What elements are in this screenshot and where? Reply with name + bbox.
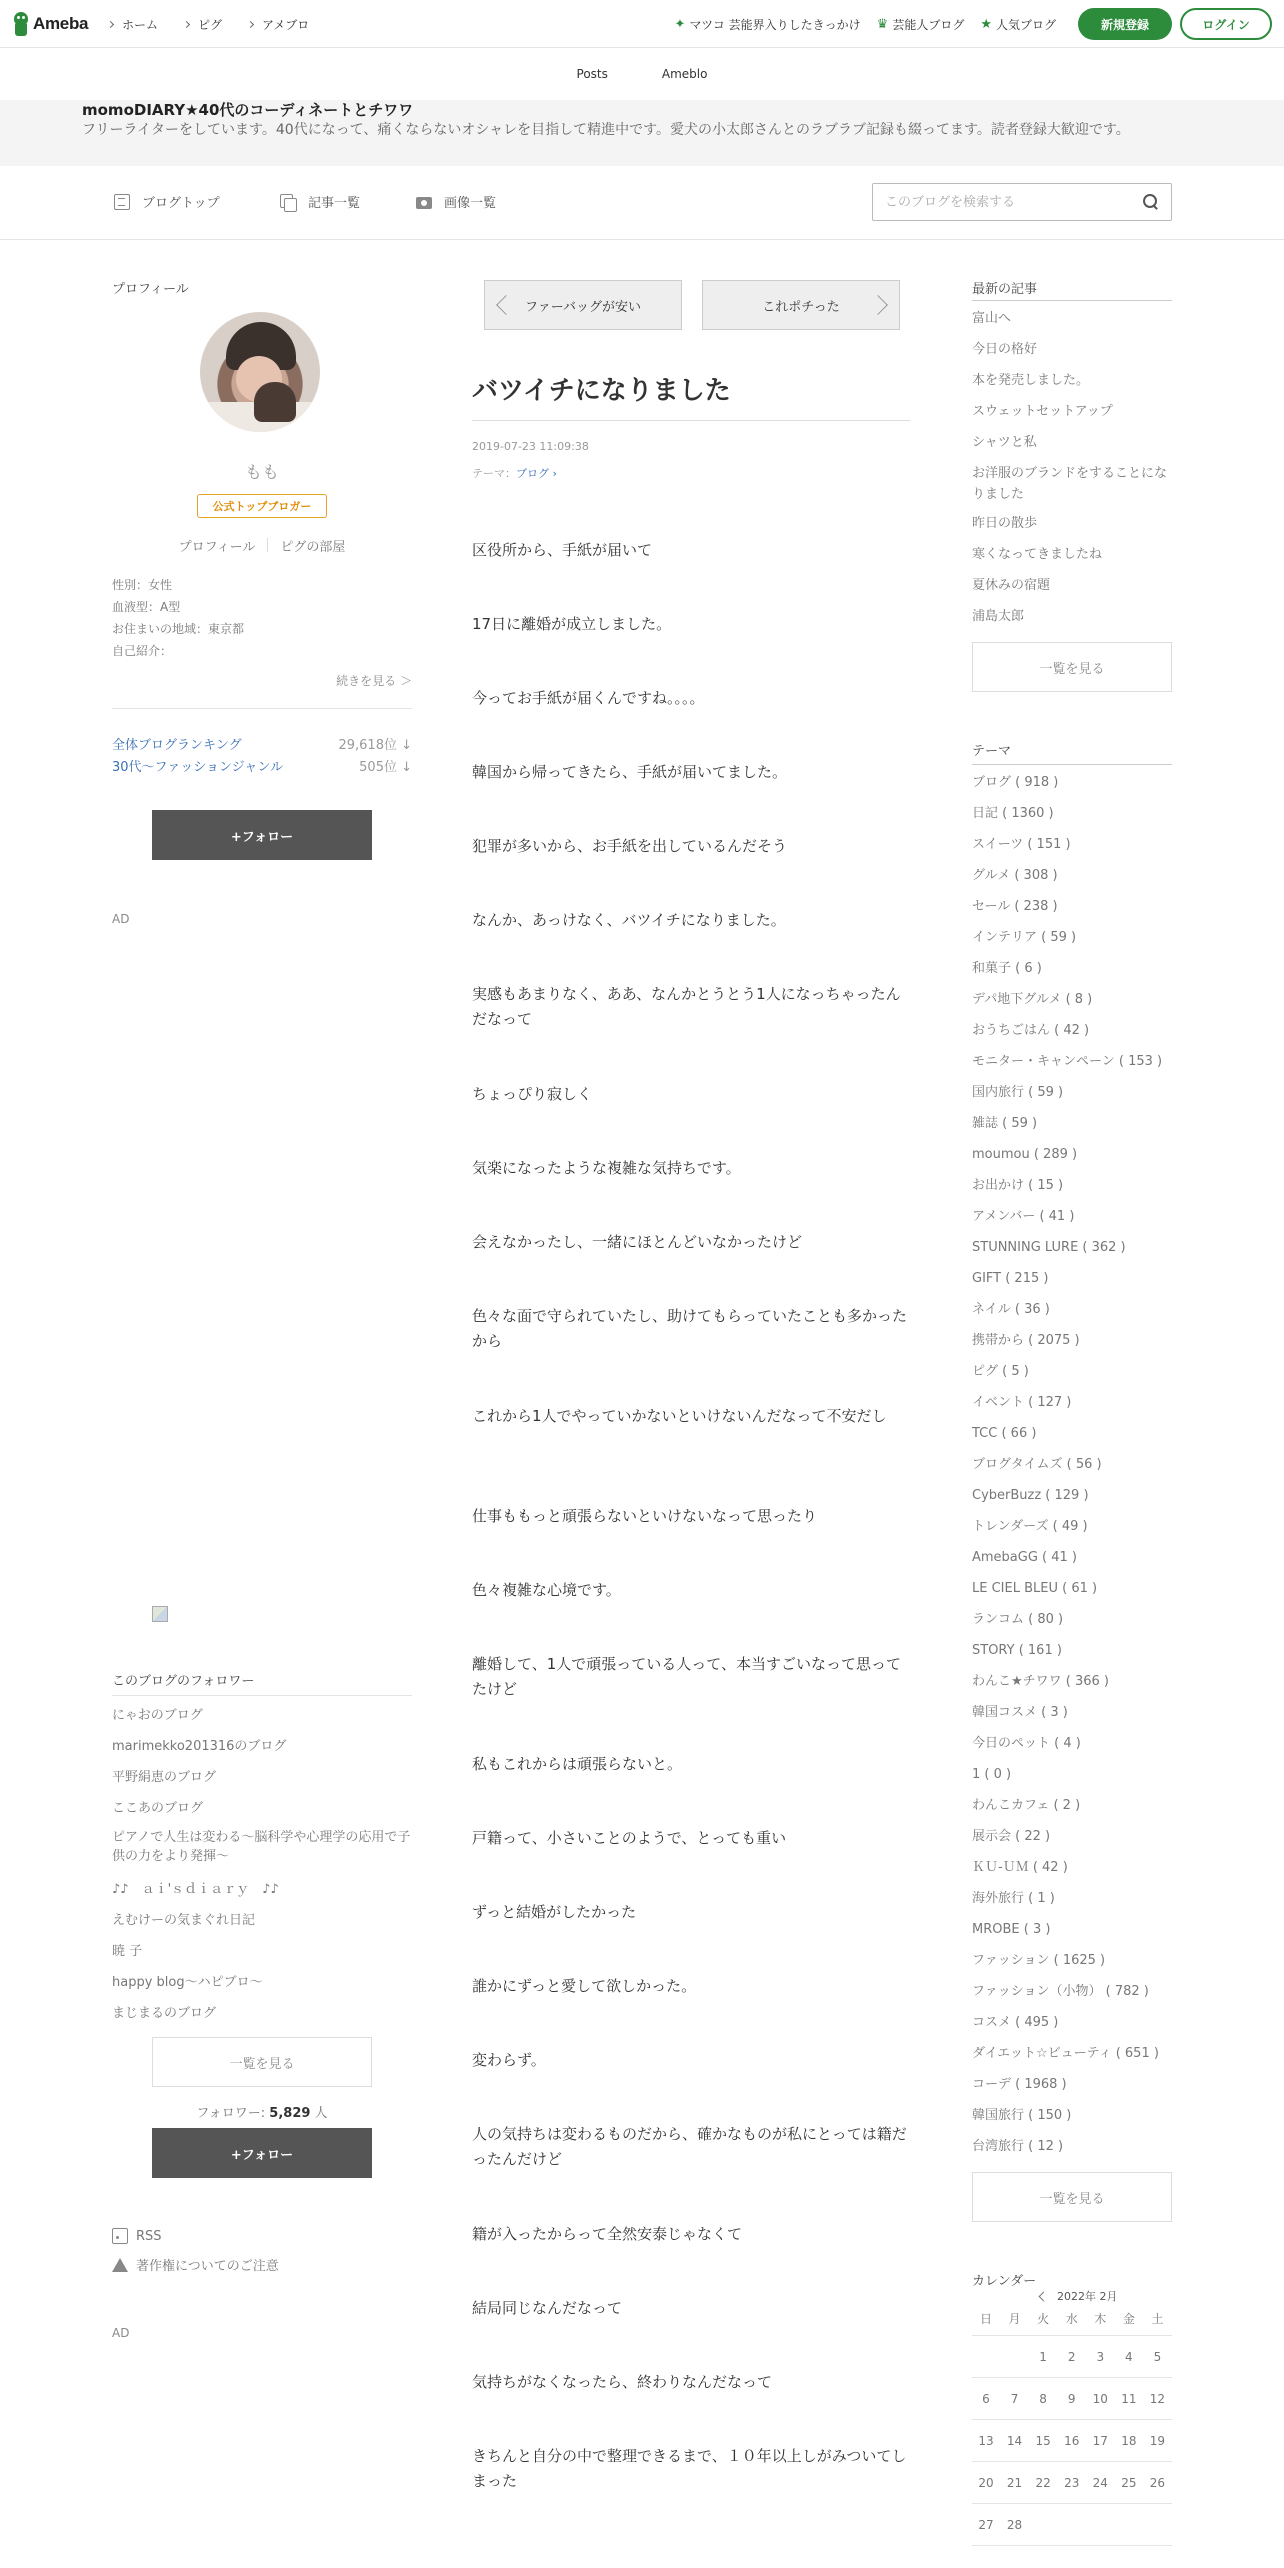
sparkle-icon: ✦ <box>674 16 686 32</box>
calendar-weekday: 水 <box>1065 2312 1078 2326</box>
theme-link[interactable]: ピグ ( 5 ) <box>972 1364 1029 1379</box>
calendar-week-row <box>972 2378 1172 2420</box>
calendar-day[interactable]: 5 <box>1153 2350 1162 2364</box>
recent-entry-link[interactable]: シャツと私 <box>972 435 1037 450</box>
calendar-week-row <box>972 2462 1172 2504</box>
pigg-room-link[interactable]: ピグの部屋 <box>280 540 346 555</box>
theme-link[interactable]: ブログ ( 918 ) <box>972 775 1059 790</box>
entry-paragraph: 離婚して、1人で頑張っている人って、本当すごいなって思ってたけど <box>472 1655 901 1698</box>
follower-item[interactable]: えむけーの気まぐれ日記 <box>112 1913 256 1928</box>
calendar-week-row <box>972 2336 1172 2378</box>
entry-theme <box>472 465 557 481</box>
calendar-day[interactable]: 14 <box>1006 2434 1023 2448</box>
theme-link[interactable]: TCC ( 66 ) <box>972 1426 1037 1441</box>
entry-date: 2019-07-23 11:09:38 <box>472 440 589 453</box>
themes-all-button[interactable]: 一覧を見る <box>972 2172 1172 2222</box>
profile-links <box>112 536 412 555</box>
profile-blood: 血液型：A型 <box>112 600 181 614</box>
theme-link[interactable]: ブログ <box>516 467 549 480</box>
login-button[interactable]: ログイン <box>1180 8 1272 40</box>
calendar-weekday-row <box>972 2302 1172 2336</box>
follower-item[interactable]: 平野絹恵のブログ <box>112 1770 217 1785</box>
calendar-weekday: 日 <box>979 2312 992 2326</box>
popular-blog-label: 人気ブログ <box>995 17 1056 32</box>
entry-paragraph: 人の気持ちは変わるものだから、確かなものが私にとっては籍だったんだけど <box>472 2125 907 2168</box>
calendar-day[interactable]: 25 <box>1121 2476 1137 2490</box>
chevron-right-icon <box>183 20 190 27</box>
avatar[interactable] <box>200 312 320 432</box>
theme-link[interactable]: 今日のペット ( 4 ) <box>972 1736 1081 1751</box>
entry-paragraph: 結局同じなんだなって <box>472 2299 623 2317</box>
recent-entry-link[interactable]: 夏休みの宿題 <box>972 578 1051 593</box>
broken-image[interactable] <box>152 1606 168 1622</box>
calendar-month-label: 2022年 2月 <box>1057 2290 1118 2303</box>
entry-paragraph: なんか、あっけなく、バツイチになりました。 <box>472 911 786 929</box>
recent-entry-link[interactable]: 富山へ <box>972 311 1012 326</box>
entry-title[interactable]: バツイチになりました <box>472 376 731 406</box>
blog-top-link[interactable] <box>114 192 220 211</box>
ranking-genre-link[interactable]: 30代〜ファッションジャンル <box>112 760 284 775</box>
entry-paragraph: 今ってお手紙が届くんですね。。。。 <box>472 689 705 707</box>
theme-link[interactable]: コスメ ( 495 ) <box>972 2015 1059 2030</box>
ranking-genre <box>112 756 412 775</box>
rss-label: RSS <box>136 2228 162 2244</box>
entry-paragraph: 色々な面で守られていたし、助けてもらっていたことも多かったから <box>472 1307 908 1350</box>
theme-link[interactable]: わんこ★チワワ ( 366 ) <box>972 1674 1110 1689</box>
calendar-week-row <box>972 2420 1172 2462</box>
entry-paragraph: 戸籍って、小さいことのようで、とっても重い <box>472 1829 787 1847</box>
ranking-overall-value: 29,618位 ↓ <box>338 738 412 753</box>
nav-home-label: ホーム <box>122 17 159 32</box>
divider <box>112 708 412 709</box>
follower-item[interactable]: ピアノで人生は変わる～脳科学や心理学の応用で子供の力をより発揮～ <box>112 1830 411 1864</box>
read-more-link[interactable]: 続きを見る ＞ <box>336 674 412 688</box>
profile-region: お住まいの地域：東京都 <box>112 622 245 636</box>
profile-heading: プロフィール <box>112 282 189 297</box>
calendar-weekday: 木 <box>1094 2312 1107 2326</box>
ad-label: AD <box>112 2326 130 2340</box>
calendar-day[interactable]: 28 <box>1006 2518 1023 2532</box>
calendar-day[interactable]: 18 <box>1121 2434 1137 2448</box>
chevron-left-icon[interactable] <box>1039 2291 1049 2301</box>
theme-link[interactable]: 海外旅行 ( 1 ) <box>972 1891 1055 1906</box>
theme-link[interactable]: イベント ( 127 ) <box>972 1395 1072 1410</box>
theme-link[interactable]: 国内旅行 ( 59 ) <box>972 1085 1064 1100</box>
entry-paragraph: ずっと結婚がしたかった <box>472 1903 637 1921</box>
blog-nav <box>0 166 1284 240</box>
follower-item[interactable]: happy blog～ハピブロ～ <box>112 1975 263 1990</box>
calendar-day[interactable]: 19 <box>1149 2434 1166 2448</box>
blog-tabs <box>0 48 1284 100</box>
entry-paragraph: ちょっぴり寂しく <box>472 1085 593 1103</box>
theme-link[interactable]: グルメ ( 308 ) <box>972 868 1058 883</box>
recent-entry-link[interactable]: スウェットセットアップ <box>972 404 1113 419</box>
entry-paragraph: 実感もあまりなく、ああ、なんかとうとう1人になっちゃったんだなって <box>472 985 901 1028</box>
theme-link[interactable]: 台湾旅行 ( 12 ) <box>972 2139 1064 2154</box>
ranking-genre-value: 505位 ↓ <box>359 760 412 775</box>
crown-icon: ♛ <box>876 16 889 32</box>
blog-description: フリーライターをしています。40代になって、痛くならないオシャレを目指して精進中です。愛犬の小太郎さんとのラブラブ記録も綴ってます。読者登録大歓迎です。 <box>82 122 1130 138</box>
image-list-label: 画像一覧 <box>444 196 497 211</box>
entry-paragraph: 仕事ももっと頑張らないといけないなって思ったり <box>472 1507 818 1525</box>
theme-link[interactable]: 展示会 ( 22 ) <box>972 1829 1051 1844</box>
theme-link[interactable]: ファッション ( 1625 ) <box>972 1953 1106 1968</box>
follower-count-value: 5,829 <box>269 2106 311 2121</box>
calendar-day[interactable]: 11 <box>1121 2392 1137 2406</box>
recent-entry-link[interactable]: 本を発売しました。 <box>972 373 1090 388</box>
popular-blog-link[interactable] <box>980 16 1056 33</box>
divider <box>267 538 268 552</box>
calendar-day[interactable]: 13 <box>978 2434 994 2448</box>
themes-heading: テーマ <box>972 744 1012 759</box>
ad-label: AD <box>112 912 130 926</box>
theme-link[interactable]: ブログタイムズ ( 56 ) <box>972 1457 1102 1472</box>
entry-paragraph: 17日に離婚が成立しました。 <box>472 615 672 633</box>
global-nav <box>108 0 309 48</box>
register-button[interactable]: 新規登録 <box>1078 8 1172 40</box>
theme-link[interactable]: GIFT ( 215 ) <box>972 1271 1049 1286</box>
celebrity-blog-label: 芸能人ブログ <box>892 17 965 32</box>
logo-text: Ameba <box>33 14 89 33</box>
follow-button-bottom[interactable]: +フォロー <box>152 2128 372 2178</box>
ranking-overall <box>112 734 412 753</box>
follower-item[interactable]: 暁 子 <box>112 1944 143 1959</box>
calendar-day[interactable]: 1 <box>1039 2350 1047 2364</box>
calendar-day[interactable]: 8 <box>1039 2392 1047 2406</box>
theme-link[interactable]: トレンダーズ ( 49 ) <box>972 1519 1088 1534</box>
calendar-day[interactable]: 12 <box>1149 2392 1166 2406</box>
entry-list-label: 記事一覧 <box>308 196 361 211</box>
blog-title[interactable]: momoDIARY★40代のコーディネートとチワワ <box>82 101 414 119</box>
follower-item[interactable]: marimekko201316のブログ <box>112 1739 287 1754</box>
blog-header <box>0 100 1284 166</box>
follower-count <box>112 2102 412 2121</box>
calendar-day[interactable]: 20 <box>978 2476 994 2490</box>
follower-item[interactable]: にゃおのブログ <box>112 1708 203 1723</box>
chevron-right-icon: › <box>549 467 557 480</box>
calendar-day[interactable]: 6 <box>982 2392 990 2406</box>
divider <box>112 1695 412 1696</box>
theme-link[interactable]: セール ( 238 ) <box>972 899 1058 914</box>
theme-link[interactable]: デパ地下グルメ ( 8 ) <box>972 992 1093 1007</box>
profile-link[interactable]: プロフィール <box>178 540 256 555</box>
follower-count-unit: 人 <box>310 2106 328 2121</box>
theme-link[interactable]: ランコム ( 80 ) <box>972 1612 1064 1627</box>
entry-paragraph: きちんと自分の中で整理できるまで、１０年以上しがみついてしまった <box>472 2447 907 2490</box>
entry-paragraph: 私もこれからは頑張らないと。 <box>472 1755 683 1773</box>
entry-paragraph: 韓国から帰ってきたら、手紙が届いてました。 <box>472 763 788 781</box>
camera-icon <box>416 194 432 210</box>
tab-ameblo[interactable]: Ameblo <box>661 67 708 81</box>
entry-paragraph: 気楽になったような複雑な気持ちです。 <box>472 1159 741 1177</box>
entry-paragraph: これから1人でやっていかないといけないんだなって不安だし <box>472 1407 887 1425</box>
recent-entry-link[interactable]: お洋服のブランドをすることになりました <box>972 466 1168 502</box>
calendar-day[interactable]: 4 <box>1125 2350 1133 2364</box>
calendar-day[interactable]: 22 <box>1035 2476 1051 2490</box>
theme-link[interactable]: おうちごはん ( 42 ) <box>972 1023 1090 1038</box>
recent-entry-link[interactable]: 今日の格好 <box>972 342 1038 357</box>
recent-entry-link[interactable]: 昨日の散歩 <box>972 516 1038 531</box>
entry-paragraph: 気持ちがなくなったら、終わりなんだなって <box>472 2373 773 2391</box>
theme-link[interactable]: わんこカフェ ( 2 ) <box>972 1798 1081 1813</box>
theme-link[interactable]: モニター・キャンペーン ( 153 ) <box>972 1054 1163 1069</box>
theme-link[interactable]: STORY ( 161 ) <box>972 1643 1062 1658</box>
nav-pigg-label: ピグ <box>198 17 223 32</box>
prev-entry-button[interactable] <box>484 280 682 330</box>
profile-intro: 自己紹介： <box>112 644 173 658</box>
ranking-overall-link[interactable]: 全体ブログランキング <box>112 738 242 753</box>
theme-link[interactable]: 日記 ( 1360 ) <box>972 806 1054 821</box>
next-entry-label: これポチった <box>762 299 840 315</box>
entry-paragraph: 色々複雑な心境です。 <box>472 1581 621 1599</box>
calendar-weekday: 月 <box>1008 2312 1021 2326</box>
follower-item[interactable]: ♪♪ ａｉ'ｓｄｉａｒｙ ♪♪ <box>112 1882 279 1897</box>
follow-button[interactable]: +フォロー <box>152 810 372 860</box>
theme-link[interactable]: アメンバー ( 41 ) <box>972 1209 1075 1224</box>
copy-icon <box>280 194 296 210</box>
theme-link[interactable]: LE CIEL BLEU ( 61 ) <box>972 1581 1098 1596</box>
calendar-weekday: 火 <box>1037 2312 1050 2326</box>
global-header <box>0 0 1284 48</box>
calendar-week-row <box>972 2504 1172 2546</box>
rss-icon <box>112 2228 128 2244</box>
divider <box>972 764 1172 765</box>
theme-link[interactable]: AmebaGG ( 41 ) <box>972 1550 1078 1565</box>
recent-entry-link[interactable]: 浦島太郎 <box>972 609 1025 624</box>
document-icon <box>114 194 130 210</box>
entry-paragraph: 籍が入ったからって全然安泰じゃなくて <box>472 2225 743 2243</box>
calendar-day[interactable]: 15 <box>1035 2434 1051 2448</box>
nav-home[interactable] <box>108 16 158 33</box>
followers-heading: このブログのフォロワー <box>112 1674 255 1689</box>
search-input[interactable] <box>873 184 1123 220</box>
theme-link[interactable]: お出かけ ( 15 ) <box>972 1178 1064 1193</box>
rss-link[interactable] <box>112 2228 162 2244</box>
followers-all-button[interactable]: 一覧を見る <box>152 2037 372 2087</box>
profile-gender: 性別：女性 <box>112 578 173 592</box>
chevron-right-icon <box>107 20 114 27</box>
prev-entry-label: ファーバッグが安い <box>524 299 642 315</box>
theme-link[interactable]: ＫＵ-ＵＭ ( 42 ) <box>972 1860 1068 1875</box>
theme-link[interactable]: スイーツ ( 151 ) <box>972 837 1071 852</box>
recent-heading: 最新の記事 <box>972 282 1038 297</box>
theme-link[interactable]: 韓国コスメ ( 3 ) <box>972 1705 1068 1720</box>
theme-link[interactable]: 1 ( 0 ) <box>972 1767 1012 1782</box>
calendar-weekday: 金 <box>1122 2312 1135 2326</box>
chevron-right-icon <box>868 295 888 315</box>
calendar-day[interactable]: 2 <box>1067 2350 1076 2364</box>
blog-top-label: ブログトップ <box>142 196 220 211</box>
star-icon: ★ <box>980 16 992 32</box>
calendar-day[interactable]: 27 <box>978 2518 994 2532</box>
global-right-links <box>659 0 1272 48</box>
recent-entry-link[interactable]: 寒くなってきましたね <box>972 547 1103 562</box>
theme-link[interactable]: 携帯から ( 2075 ) <box>972 1333 1080 1348</box>
calendar-day[interactable]: 16 <box>1064 2434 1080 2448</box>
theme-label: テーマ： <box>472 467 516 480</box>
copyright-label: 著作権についてのご注意 <box>136 2259 279 2274</box>
theme-link[interactable]: インテリア ( 59 ) <box>972 930 1077 945</box>
entry-paragraph: 誰かにずっと愛して欲しかった。 <box>472 1977 697 1995</box>
theme-link[interactable]: 韓国旅行 ( 150 ) <box>972 2108 1072 2123</box>
chevron-right-icon <box>247 20 254 27</box>
warning-icon <box>112 2258 128 2272</box>
ameba-mascot-icon <box>12 12 30 36</box>
calendar-heading: カレンダー <box>972 2274 1037 2289</box>
top-blogger-badge: 公式トップブロガー <box>197 494 327 518</box>
divider <box>472 420 910 421</box>
divider <box>972 300 1172 301</box>
recent-all-button[interactable]: 一覧を見る <box>972 642 1172 692</box>
calendar-day[interactable]: 23 <box>1064 2476 1080 2490</box>
chevron-left-icon <box>496 295 516 315</box>
entry-paragraph: 会えなかったし、一緒にほとんどいなかったけど <box>472 1233 803 1251</box>
calendar-day[interactable]: 24 <box>1092 2476 1108 2490</box>
follower-item[interactable]: まじまるのブログ <box>112 2006 217 2021</box>
trend-link[interactable] <box>675 16 861 33</box>
nav-ameblo[interactable] <box>248 16 309 33</box>
theme-link[interactable]: ネイル ( 36 ) <box>972 1302 1050 1317</box>
trend-link-label: マツコ 芸能界入りしたきっかけ <box>689 17 861 32</box>
copyright-link[interactable] <box>112 2255 279 2274</box>
theme-link[interactable]: MROBE ( 3 ) <box>972 1922 1051 1937</box>
calendar-day[interactable]: 26 <box>1149 2476 1166 2490</box>
tab-posts[interactable]: Posts <box>576 67 608 81</box>
ameba-logo[interactable] <box>12 12 88 36</box>
profile-info <box>112 574 244 662</box>
calendar-day[interactable]: 21 <box>1006 2476 1023 2490</box>
calendar-day[interactable]: 9 <box>1067 2392 1076 2406</box>
theme-link[interactable]: ファッション（小物） ( 782 ) <box>972 1984 1149 1999</box>
calendar-weekday: 土 <box>1151 2312 1164 2326</box>
entry-paragraph: 犯罪が多いから、お手紙を出しているんだそう <box>472 837 788 855</box>
search-icon[interactable] <box>1143 194 1159 210</box>
next-entry-button[interactable] <box>702 280 900 330</box>
entry-paragraph: 変わらず。 <box>472 2051 546 2069</box>
entry-list-link[interactable] <box>280 192 360 211</box>
calendar-day[interactable]: 17 <box>1092 2434 1108 2448</box>
nav-pigg[interactable] <box>184 16 222 33</box>
theme-link[interactable]: CyberBuzz ( 129 ) <box>972 1488 1089 1503</box>
theme-link[interactable]: ダイエット☆ビューティ ( 651 ) <box>972 2046 1159 2061</box>
calendar-day[interactable]: 10 <box>1092 2392 1108 2406</box>
follower-item[interactable]: ここあのブログ <box>112 1801 204 1816</box>
follower-count-label: フォロワー: <box>196 2106 270 2121</box>
calendar-day[interactable]: 7 <box>1010 2392 1019 2406</box>
celebrity-blog-link[interactable] <box>877 16 965 33</box>
entry-paragraph: 区役所から、手紙が届いて <box>472 541 653 559</box>
calendar-day[interactable]: 3 <box>1096 2350 1105 2364</box>
theme-link[interactable]: コーデ ( 1968 ) <box>972 2077 1067 2092</box>
theme-link[interactable]: STUNNING LURE ( 362 ) <box>972 1240 1126 1255</box>
image-list-link[interactable] <box>416 192 496 211</box>
theme-link[interactable]: 雑誌 ( 59 ) <box>972 1116 1038 1131</box>
theme-link[interactable]: 和菓子 ( 6 ) <box>972 961 1042 976</box>
theme-link[interactable]: moumou ( 289 ) <box>972 1147 1078 1162</box>
profile-name[interactable]: もも <box>245 463 279 483</box>
blog-search <box>872 183 1172 221</box>
nav-ameblo-label: アメブロ <box>262 17 310 32</box>
